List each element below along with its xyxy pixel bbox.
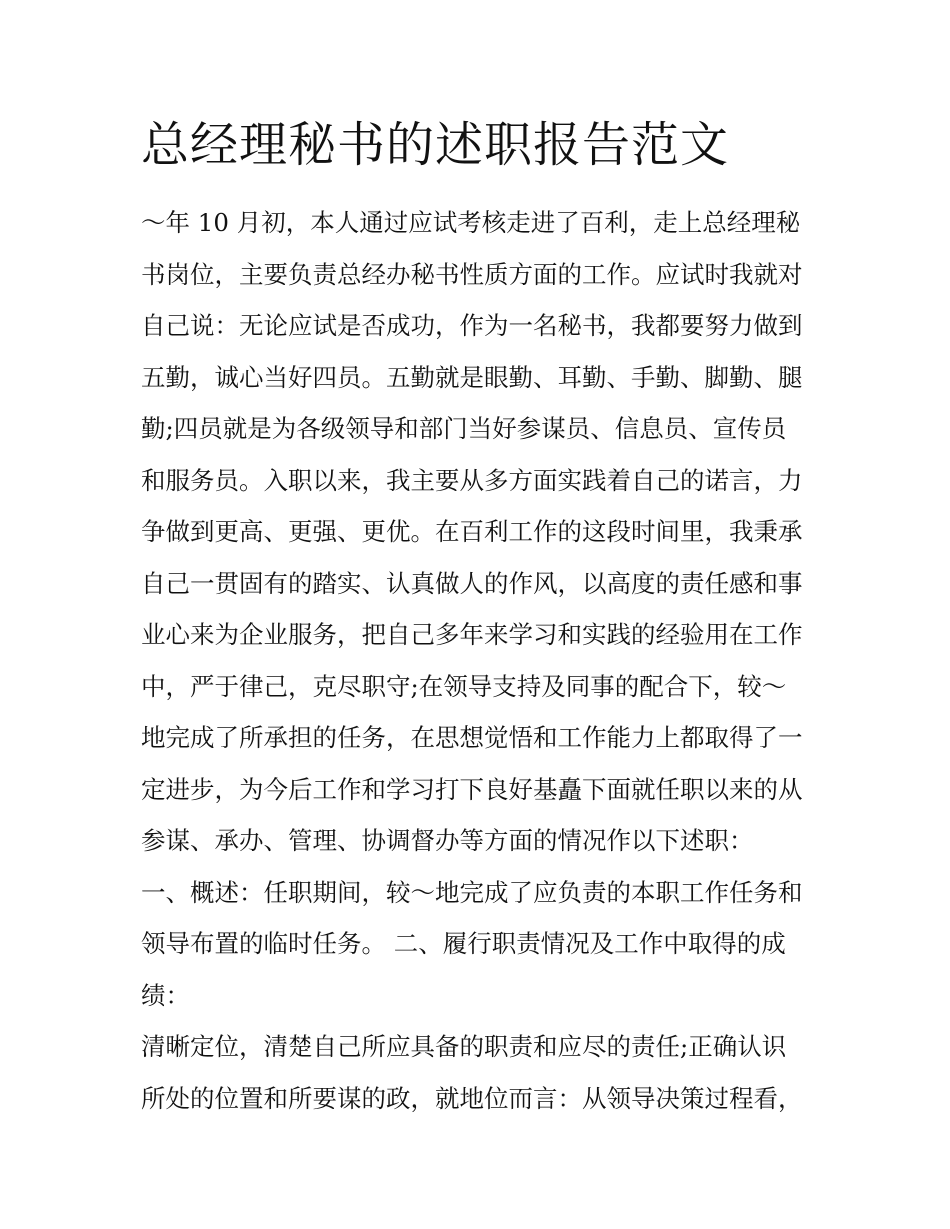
body-line: 和服务员。入职以来，我主要从多方面实践着自己的诺言，力 [141, 465, 803, 495]
body-line: 自己一贯固有的踏实、认真做人的作风，以高度的责任感和事 [141, 568, 803, 598]
body-line: 自己说：无论应试是否成功，作为一名秘书，我都要努力做到 [141, 311, 803, 340]
body-line: 领导布置的临时任务。 二、履行职责情况及工作中取得的成 [141, 929, 786, 958]
body-line: 一、概述：任职期间，较～地完成了应负责的本职工作任务和 [141, 877, 803, 907]
body-line: 地完成了所承担的任务，在思想觉悟和工作能力上都取得了一 [141, 723, 803, 752]
body-line: ～年 10 月初，本人通过应试考核走进了百利，走上总经理秘 [141, 208, 801, 237]
body-line: 勤;四员就是为各级领导和部门当好参谋员、信息员、宣传员 [141, 414, 787, 443]
body-line: 清晰定位，清楚自己所应具备的职责和应尽的责任;正确认识 [141, 1032, 787, 1061]
body-line: 中，严于律己，克尽职守;在领导支持及同事的配合下，较～ [141, 671, 787, 701]
document-body [141, 197, 821, 1124]
body-line: 业心来为企业服务，把自己多年来学习和实践的经验用在工作 [141, 620, 803, 649]
body-line: 定进步，为今后工作和学习打下良好基矗下面就任职以来的从 [141, 774, 803, 804]
body-line: 争做到更高、更强、更优。在百利工作的这段时间里，我秉承 [141, 517, 803, 546]
body-line: 所处的位置和所要谋的政，就地位而言：从领导决策过程看， [141, 1083, 803, 1113]
body-line: 绩： [141, 980, 190, 1010]
document-title: 总经理秘书的述职报告范文 [141, 117, 730, 173]
body-line: 参谋、承办、管理、协调督办等方面的情况作以下述职： [141, 826, 754, 855]
body-line: 书岗位，主要负责总经办秘书性质方面的工作。应试时我就对 [141, 259, 803, 289]
body-line: 五勤，诚心当好四员。五勤就是眼勤、耳勤、手勤、脚勤、腿 [141, 362, 803, 392]
